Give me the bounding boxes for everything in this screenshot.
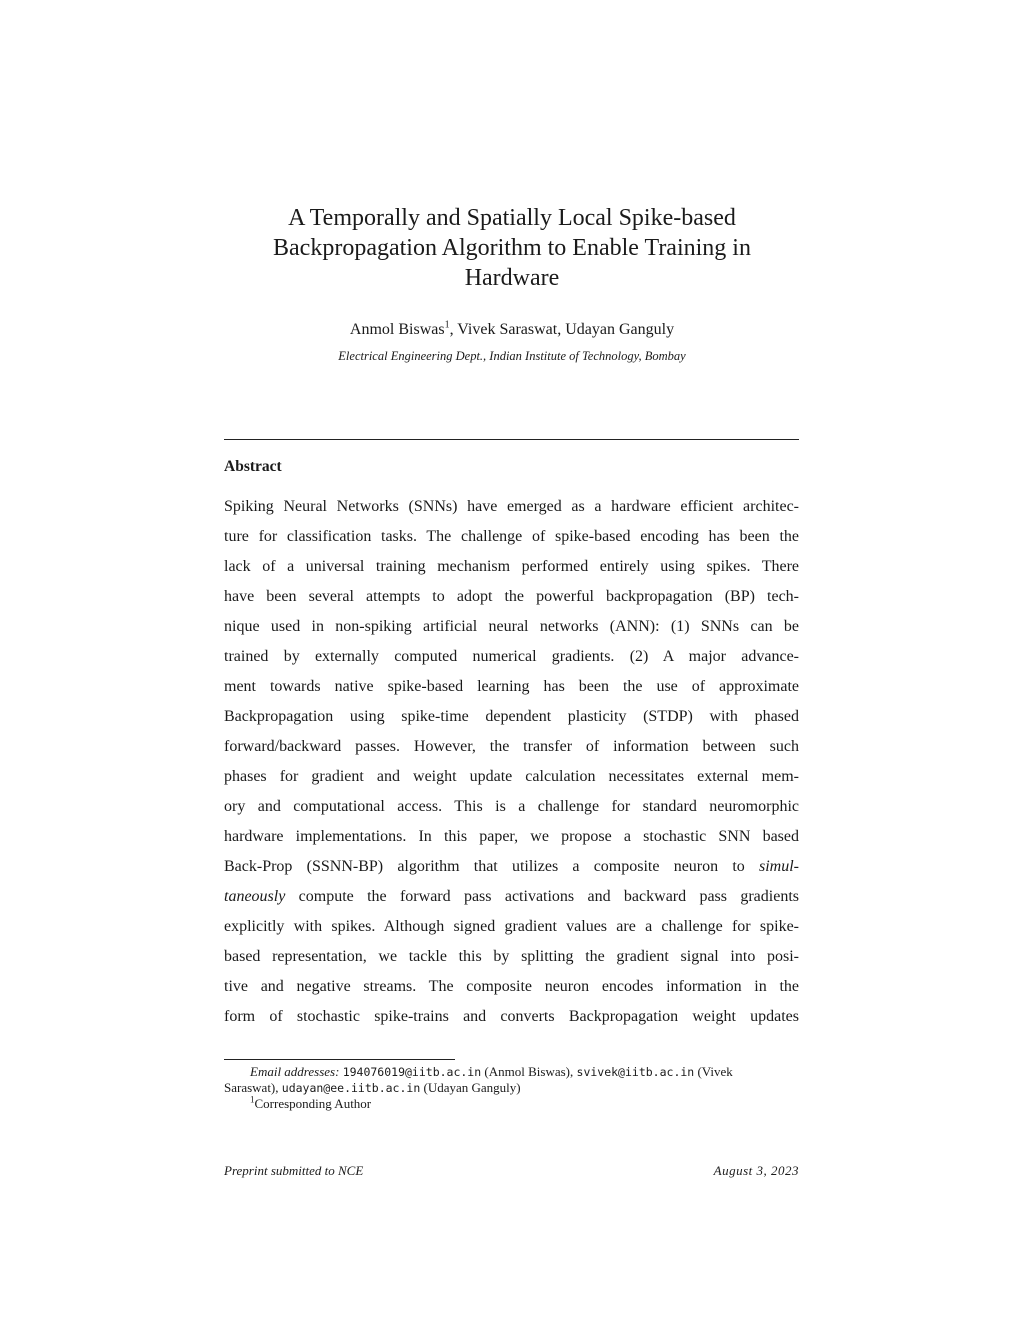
footnote-email-line	[224, 1064, 799, 1080]
abstract-divider	[224, 439, 799, 440]
author-first: Anmol Biswas	[349, 321, 445, 338]
title-line: Hardware	[464, 265, 560, 291]
abstract-line: based representation, we tackle this by splitting the gradient signal into posi-	[224, 948, 799, 965]
abstract-line: ory and computational access. This is a challenge for standard neuromorphic	[224, 798, 799, 815]
footnote-divider	[224, 1059, 455, 1060]
abstract-line: lack of a universal training mechanism performed entirely using spikes. There	[224, 558, 799, 575]
email-link[interactable]: svivek@iitb.ac.in	[576, 1065, 695, 1079]
abstract-line: phases for gradient and weight update calculation necessitates external mem-	[224, 768, 799, 785]
footnote-text: Corresponding Author	[254, 1096, 372, 1111]
abstract-line: Backpropagation using spike-time dependent plasticity (STDP) with phased	[224, 708, 799, 725]
author-list	[150, 319, 874, 341]
abstract-text: Back-Prop (SSNN-BP) algorithm that utilizes a composite neuron to	[224, 858, 759, 875]
abstract-text: compute the forward pass activations and backward pass gradients	[285, 888, 799, 905]
abstract-emphasis: taneously	[224, 888, 286, 905]
footnote-corresponding	[224, 1096, 799, 1112]
footer-date: August 3, 2023	[713, 1163, 799, 1178]
abstract-line: hardware implementations. In this paper, we propose a stochastic SNN based	[224, 828, 799, 845]
email-owner: (Udayan Ganguly)	[420, 1080, 521, 1095]
abstract-line: Spiking Neural Networks (SNNs) have emerged as a hardware efficient architec-	[224, 498, 799, 515]
footnote-email-line	[224, 1080, 799, 1096]
abstract-line: forward/backward passes. However, the transfer of information between such	[224, 738, 799, 755]
author-rest: , Vivek Saraswat, Udayan Ganguly	[449, 321, 675, 338]
abstract-line: form of stochastic spike-trains and converts Backpropagation weight updates	[224, 1008, 799, 1025]
abstract-heading: Abstract	[224, 458, 282, 475]
corresponding-marker: 1	[444, 319, 450, 331]
email-owner: (Vivek	[694, 1064, 733, 1079]
abstract-emphasis: simul-	[759, 858, 799, 875]
abstract-line: have been several attempts to adopt the powerful backpropagation (BP) tech-	[224, 588, 799, 605]
abstract-line	[224, 882, 799, 912]
affiliation: Electrical Engineering Dept., Indian Institute of Technology, Bombay	[338, 349, 686, 363]
title-line: A Temporally and Spatially Local Spike-based	[288, 205, 736, 231]
abstract-line	[224, 852, 799, 882]
email-owner: (Anmol Biswas),	[481, 1064, 577, 1079]
email-link[interactable]: 194076019@iitb.ac.in	[342, 1065, 482, 1079]
abstract-line: trained by externally computed numerical gradients. (2) A major advance-	[224, 648, 799, 665]
footnotes	[224, 1064, 799, 1112]
title-line: Backpropagation Algorithm to Enable Training in	[273, 235, 751, 261]
footer-preprint-note: Preprint submitted to NCE	[224, 1163, 364, 1178]
footnote-marker: 1	[250, 1094, 255, 1105]
abstract-body	[224, 492, 799, 1032]
abstract-line: explicitly with spikes. Although signed gradient values are a challenge for spike-	[224, 918, 799, 935]
abstract-line: nique used in non-spiking artificial neural networks (ANN): (1) SNNs can be	[224, 618, 799, 635]
abstract-line: tive and negative streams. The composite neuron encodes information in the	[224, 978, 799, 995]
email-link[interactable]: udayan@ee.iitb.ac.in	[281, 1081, 421, 1095]
email-label: Email addresses:	[250, 1064, 340, 1079]
abstract-line: ture for classification tasks. The challenge of spike-based encoding has been the	[224, 528, 799, 545]
paper-title	[150, 203, 874, 293]
email-owner: Saraswat),	[224, 1080, 282, 1095]
abstract-line: ment towards native spike-based learning has been the use of approximate	[224, 678, 799, 695]
